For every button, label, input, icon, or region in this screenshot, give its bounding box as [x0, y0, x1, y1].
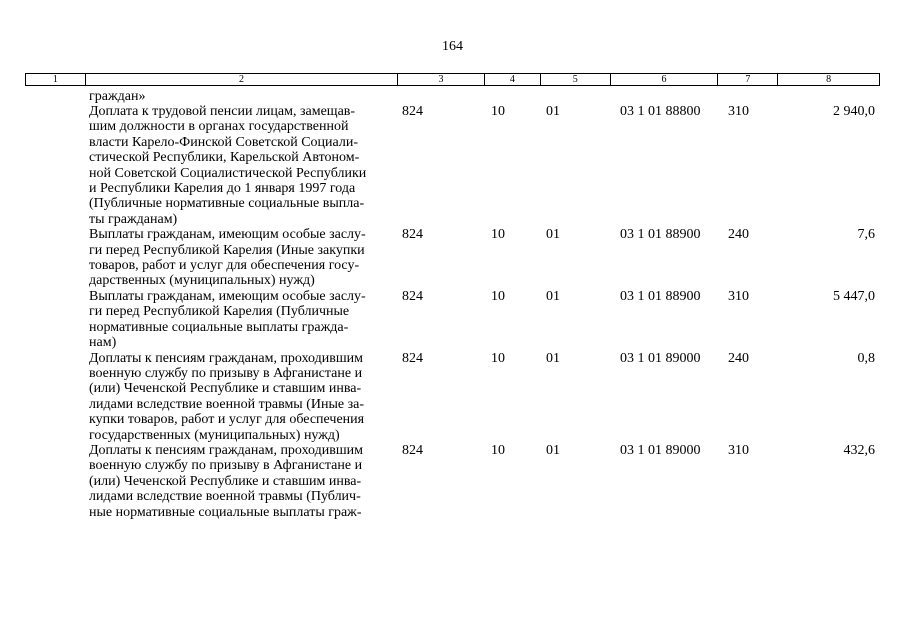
header-col-5: 5 [541, 74, 611, 85]
table-row [25, 443, 880, 520]
row-expense-type: 310 [728, 442, 749, 458]
table-row [25, 351, 880, 443]
row-section: 10 [491, 350, 505, 366]
row-section: 10 [491, 104, 505, 119]
table-row [25, 227, 880, 289]
row-target-article: 03 1 01 88900 [620, 288, 701, 304]
continuation-row [25, 89, 880, 104]
row-expense-type: 240 [728, 227, 749, 243]
row-subsection: 01 [546, 288, 560, 304]
row-ved: 824 [402, 288, 423, 304]
row-amount: 432,6 [843, 442, 875, 458]
row-ved: 824 [402, 227, 423, 243]
header-col-8: 8 [826, 74, 832, 85]
row-ved: 824 [402, 350, 423, 366]
row-target-article: 03 1 01 89000 [620, 350, 701, 366]
row-subsection: 01 [546, 350, 560, 366]
header-col-1: 1 [26, 74, 86, 85]
row-target-article: 03 1 01 88800 [620, 104, 701, 119]
page-number: 164 [442, 39, 463, 54]
row-section: 10 [491, 442, 505, 458]
header-col-6: 6 [611, 74, 719, 85]
row-amount: 7,6 [857, 227, 875, 243]
row-description: Доплаты к пенсиям гражданам, проходившим военную службу по призыву в Афганистане и (или) Чеченской Республике и ставшим инва- лидами вследствие военной травмы (Публич- ные нормативные социальные выплаты граж- [89, 442, 364, 520]
continuation-text: граждан» [89, 89, 146, 104]
row-expense-type: 240 [728, 350, 749, 366]
table-row [25, 289, 880, 351]
row-ved: 824 [402, 442, 423, 458]
row-amount: 2 940,0 [833, 104, 875, 119]
row-subsection: 01 [546, 104, 560, 119]
row-target-article: 03 1 01 88900 [620, 227, 701, 243]
row-section: 10 [491, 288, 505, 304]
row-target-article: 03 1 01 89000 [620, 442, 701, 458]
row-expense-type: 310 [728, 288, 749, 304]
row-subsection: 01 [546, 227, 560, 243]
row-description: Доплата к трудовой пенсии лицам, замещав- шим должности в органах государственной власти Карело-Финской Советской Социали- стической Республики, Карельской Автоном- ной Советской Социалистической Республики и Республики Карелия до 1 января 1997 года (Публичные нормативные социальные выпла- ты гражданам) [89, 104, 367, 227]
header-col-7: 7 [718, 74, 778, 85]
table-header [25, 73, 880, 86]
table-body [25, 89, 880, 520]
row-expense-type: 310 [728, 104, 749, 119]
row-description: Выплаты гражданам, имеющим особые заслу- ги перед Республикой Карелия (Иные закупки товаров, работ и услуг для обеспечения госу- дарственных (муниципальных) нужд) [89, 227, 366, 289]
row-description: Доплаты к пенсиям гражданам, проходившим военную службу по призыву в Афганистане и (или) Чеченской Республике и ставшим инва- лидами вследствие военной травмы (Иные за- купки товаров, работ и услуг для обеспечения государственных (муниципальных) нужд) [89, 350, 365, 443]
row-section: 10 [491, 227, 505, 243]
row-amount: 0,8 [857, 350, 875, 366]
header-col-3: 3 [398, 74, 485, 85]
header-col-4: 4 [485, 74, 541, 85]
row-amount: 5 447,0 [833, 288, 875, 304]
header-col-2: 2 [86, 74, 398, 85]
row-subsection: 01 [546, 442, 560, 458]
row-description: Выплаты гражданам, имеющим особые заслу- ги перед Республикой Карелия (Публичные нормативные социальные выплаты гражда- нам) [89, 288, 366, 351]
table-row [25, 104, 880, 227]
row-ved: 824 [402, 104, 423, 119]
